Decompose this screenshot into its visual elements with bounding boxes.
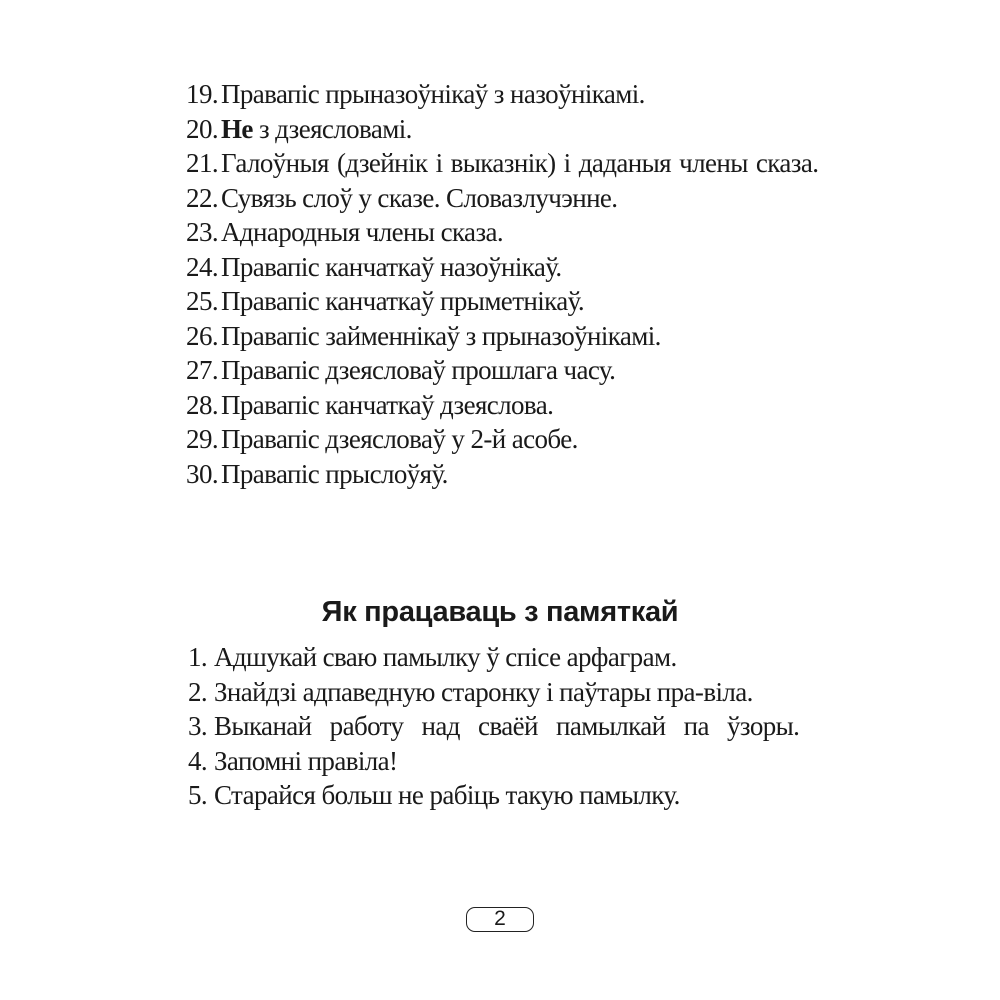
step-item: [0, 778, 1000, 813]
item-number: 22.: [186, 182, 218, 213]
step-text: Выканай работу над сваёй памылкай па ўзоры.: [214, 711, 800, 741]
list-item: [0, 181, 1000, 216]
step-text: Старайся больш не рабіць такую памылку.: [214, 780, 680, 810]
item-text: Правапіс дзеясловаў у 2-й асобе.: [221, 424, 578, 454]
item-text: Правапіс канчаткаў дзеяслова.: [221, 389, 554, 420]
step-number: 1.: [187, 642, 207, 672]
item-text: Аднародныя члены сказа.: [221, 217, 504, 247]
item-number: 30.: [186, 458, 218, 489]
item-number: 21.: [186, 148, 218, 178]
page-number-badge: [466, 907, 534, 932]
step-item: [0, 640, 1000, 675]
step-number: 4.: [187, 745, 207, 776]
list-item: [0, 284, 1000, 319]
step-number: 5.: [187, 780, 207, 810]
item-text: Правапіс дзеясловаў прошлага часу.: [221, 355, 616, 385]
item-text: Правапіс займеннікаў з прыназоўнікамі.: [221, 320, 661, 351]
steps-list: [0, 640, 1000, 813]
step-item: [0, 675, 1000, 710]
item-text: Правапіс канчаткаў назоўнікаў.: [221, 251, 562, 282]
list-item: [0, 215, 1000, 250]
item-text-rest: з дзеясловамі.: [252, 113, 412, 144]
list-item: [0, 388, 1000, 423]
list-item: [0, 319, 1000, 354]
list-item: [0, 353, 1000, 388]
item-number: 19.: [186, 79, 218, 109]
item-number: 24.: [186, 251, 218, 282]
step-text: [214, 675, 832, 710]
item-text: Галоўныя (дзейнік і выказнік) і даданыя члены сказа.: [221, 148, 819, 178]
item-text: Сувязь слоў у сказе. Словазлучэнне.: [221, 182, 618, 213]
item-number: 25.: [186, 286, 218, 316]
item-text: [221, 112, 833, 147]
item-number: 23.: [186, 217, 218, 247]
item-text: Правапіс канчаткаў прыметнікаў.: [221, 286, 584, 316]
step-number: 2.: [187, 676, 207, 707]
item-number: 29.: [186, 424, 218, 454]
step-text: Запомні правіла!: [214, 745, 398, 776]
list-item: [0, 112, 1000, 147]
bold-prefix: Не: [221, 113, 253, 144]
item-number: 28.: [186, 389, 218, 420]
list-item: [0, 250, 1000, 285]
page-number: 2: [494, 907, 506, 930]
step-item: [0, 744, 1000, 779]
item-number: 27.: [186, 355, 218, 385]
item-text: Правапіс прыслоўяў.: [221, 458, 448, 489]
step-text-line: Знайдзі адпаведную старонку і паўтары пра-віла.: [214, 676, 753, 707]
item-number: 20.: [186, 113, 218, 144]
section-heading: Як працаваць з памяткай: [321, 596, 679, 629]
step-text: Адшукай сваю памылку ў спісе арфаграм.: [214, 642, 677, 672]
list-item: [0, 457, 1000, 492]
item-number: 26.: [186, 320, 218, 351]
list-item: [0, 146, 1000, 181]
step-item: [0, 709, 1000, 744]
item-text: Правапіс прыназоўнікаў з назоўнікамі.: [221, 79, 645, 109]
list-item: [0, 422, 1000, 457]
step-number: 3.: [187, 711, 207, 741]
list-item: [0, 77, 1000, 112]
orthogram-list: [0, 77, 1000, 491]
